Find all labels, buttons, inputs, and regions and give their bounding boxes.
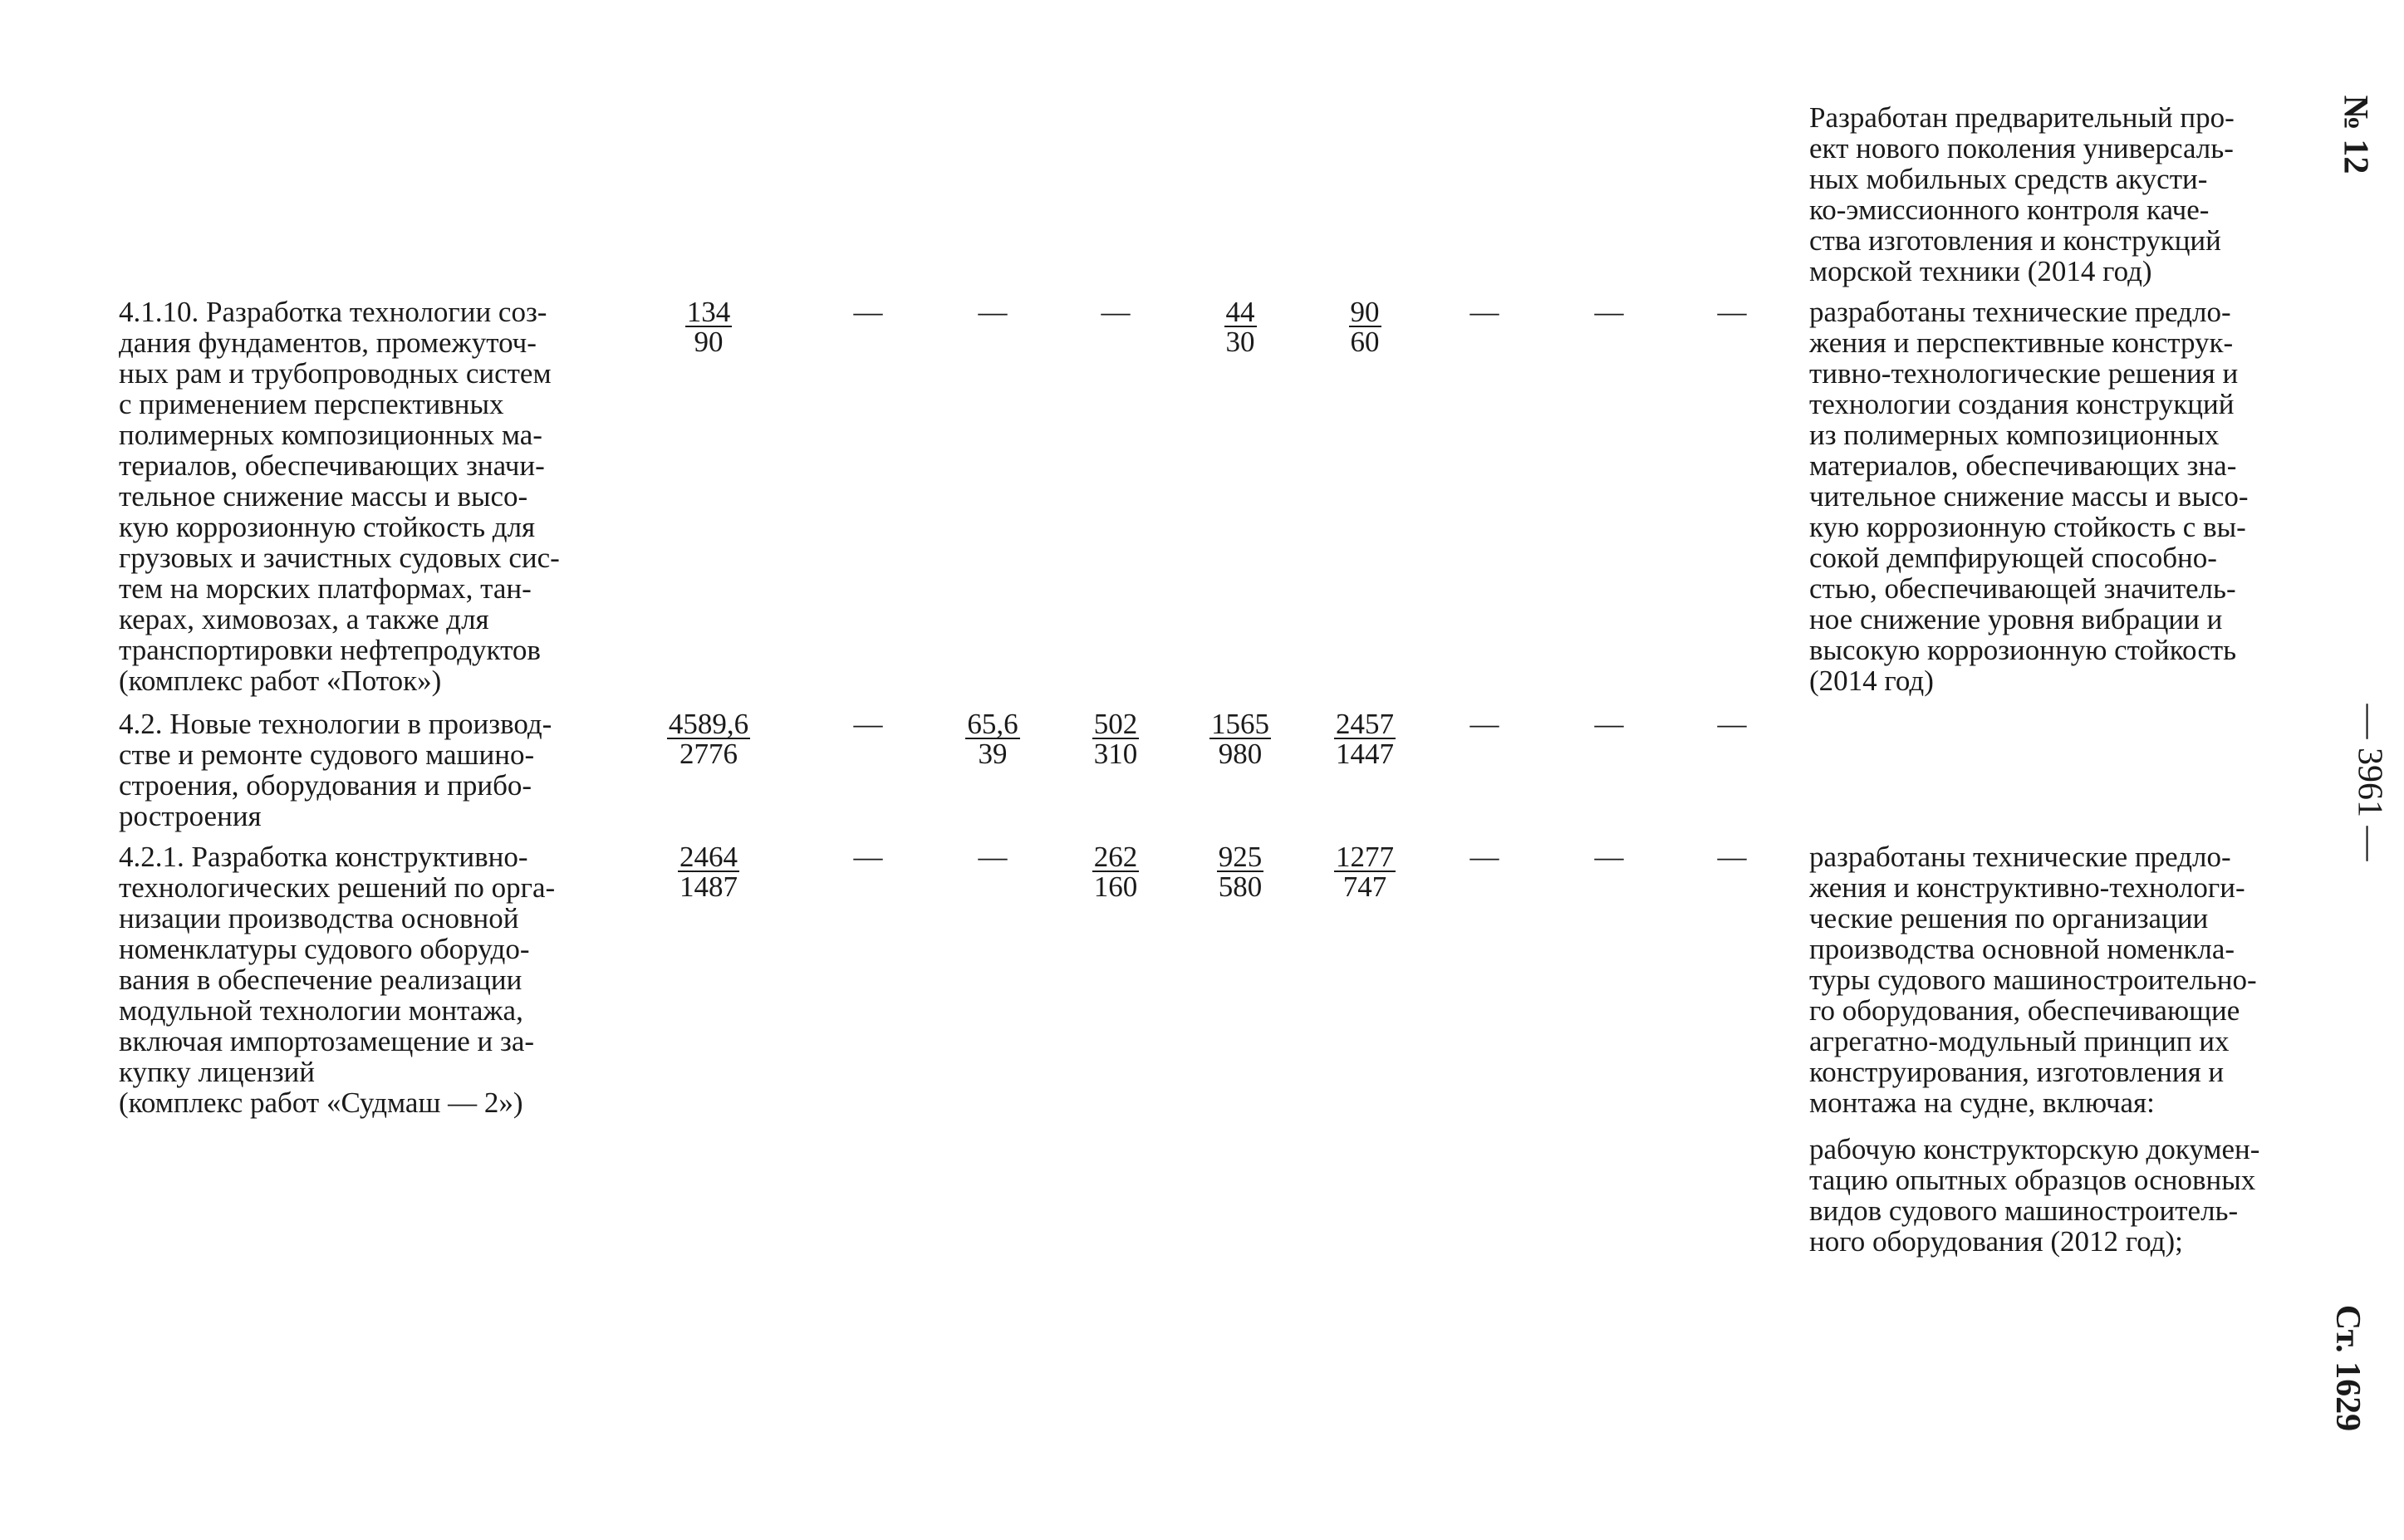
empty-cell-dash: —	[978, 296, 1008, 328]
text-line: (2014 год)	[1809, 665, 1934, 697]
denominator: 1487	[679, 871, 738, 903]
empty-cell-dash: —	[1594, 296, 1624, 328]
value-cell	[935, 709, 1051, 768]
text-line: из полимерных композиционных	[1809, 419, 2220, 451]
text-line: жения и конструктивно-технологи-	[1809, 871, 2245, 904]
text-line: транспортировки нефтепродуктов	[119, 634, 541, 666]
text-line: 4.2. Новые технологии в производ-	[119, 708, 552, 740]
text-line: тивно-технологические решения и	[1809, 357, 2239, 390]
text-line: Разработан предварительный про-	[1809, 101, 2235, 134]
text-line: тем на морских платформах, тан-	[119, 572, 532, 605]
text-line: монтажа на судне, включая:	[1809, 1086, 2155, 1119]
text-line: модульной технологии монтажа,	[119, 994, 523, 1027]
denominator: 747	[1342, 871, 1387, 903]
numerator: 502	[1093, 708, 1138, 740]
empty-cell-dash: —	[1717, 841, 1747, 873]
numerator: 925	[1218, 841, 1263, 873]
numerator: 1277	[1336, 841, 1394, 873]
value-cell	[1307, 297, 1423, 356]
article-number: Ст. 1629	[2328, 1304, 2367, 1432]
numerator: 90	[1350, 296, 1380, 328]
text-line: го оборудования, обеспечивающие	[1809, 994, 2240, 1027]
text-line: кую коррозионную стойкость для	[119, 511, 536, 543]
empty-cell-dash: —	[978, 841, 1008, 873]
text-line: морской техники (2014 год)	[1809, 255, 2152, 287]
denominator: 2776	[679, 738, 738, 770]
text-line: купку лицензий	[119, 1056, 315, 1088]
text-line: ства изготовления и конструкций	[1809, 224, 2221, 257]
value-cell	[1182, 841, 1298, 901]
text-line: стью, обеспечивающей значитель-	[1809, 572, 2236, 605]
numerator: 1565	[1211, 708, 1269, 740]
text-line: с применением перспективных	[119, 388, 504, 420]
text-line: 4.1.10. Разработка технологии соз-	[119, 296, 547, 328]
empty-cell-dash: —	[853, 296, 883, 328]
text-line: полимерных композиционных ма-	[119, 419, 542, 451]
denominator: 1447	[1336, 738, 1394, 770]
text-line: ного оборудования (2012 год);	[1809, 1225, 2183, 1258]
page-number: — 3961 —	[2350, 704, 2389, 861]
denominator: 30	[1225, 326, 1255, 358]
text-line: материалов, обеспечивающих зна-	[1809, 449, 2237, 482]
text-line: жения и перспективные конструк-	[1809, 326, 2234, 359]
numerator: 65,6	[967, 708, 1018, 740]
result-r1	[1809, 297, 2291, 696]
text-line: чительное снижение массы и высо-	[1809, 480, 2249, 513]
text-line: высокую коррозионную стойкость	[1809, 634, 2237, 666]
empty-cell-dash: —	[1594, 708, 1624, 740]
row-name-4-1-10	[119, 297, 588, 696]
text-line: ект нового поколения универсаль-	[1809, 132, 2234, 164]
denominator: 90	[694, 326, 724, 358]
text-line: разработаны технические предло-	[1809, 296, 2231, 328]
text-line: 4.2.1. Разработка конструктивно-	[119, 841, 528, 873]
denominator: 580	[1218, 871, 1263, 903]
numerator: 44	[1225, 296, 1255, 328]
text-line: ко-эмиссионного контроля каче-	[1809, 194, 2210, 226]
value-cell	[1307, 709, 1423, 768]
value-cell	[1057, 709, 1174, 768]
empty-cell-dash: —	[1469, 296, 1499, 328]
empty-cell-dash: —	[1594, 841, 1624, 873]
text-line: строения, оборудования и прибо-	[119, 769, 532, 802]
value-cell	[1182, 709, 1298, 768]
page-margin-header	[2274, 0, 2399, 1540]
numerator: 2457	[1336, 708, 1394, 740]
text-line: керах, химовозах, а также для	[119, 603, 489, 635]
text-line: ных рам и трубопроводных систем	[119, 357, 552, 390]
value-total	[650, 709, 767, 768]
row-name-4-2-1	[119, 841, 588, 1118]
value-cell	[1182, 297, 1298, 356]
empty-cell-dash: —	[853, 708, 883, 740]
text-line: ных мобильных средств акусти-	[1809, 163, 2208, 195]
empty-cell-dash: —	[1717, 708, 1747, 740]
text-line: териалов, обеспечивающих значи-	[119, 449, 545, 482]
text-line: кую коррозионную стойкость с вы-	[1809, 511, 2246, 543]
text-line: ное снижение уровня вибрации и	[1809, 603, 2223, 635]
text-line: видов судового машиностроитель-	[1809, 1194, 2239, 1227]
text-line: сокой демпфирующей способно-	[1809, 542, 2217, 574]
empty-cell-dash: —	[1101, 296, 1131, 328]
denominator: 310	[1093, 738, 1138, 770]
numerator: 2464	[679, 841, 738, 873]
empty-cell-dash: —	[1469, 841, 1499, 873]
text-line: агрегатно-модульный принцип их	[1809, 1025, 2230, 1057]
empty-cell-dash: —	[1469, 708, 1499, 740]
text-line: тельное снижение массы и высо-	[119, 480, 528, 513]
text-line: включая импортозамещение и за-	[119, 1025, 535, 1057]
denominator: 39	[978, 738, 1008, 770]
value-cell	[1307, 841, 1423, 901]
denominator: 60	[1350, 326, 1380, 358]
value-cell	[1057, 841, 1174, 901]
value-total	[650, 297, 767, 356]
text-line: ческие решения по организации	[1809, 902, 2209, 934]
empty-cell-dash: —	[853, 841, 883, 873]
value-total	[650, 841, 767, 901]
text-line: низации производства основной	[119, 902, 519, 934]
text-line: разработаны технические предло-	[1809, 841, 2231, 873]
text-line: (комплекс работ «Судмаш — 2»)	[119, 1086, 523, 1119]
text-line: технологических решений по орга-	[119, 871, 556, 904]
empty-cell-dash: —	[1717, 296, 1747, 328]
result-r3	[1809, 841, 2291, 1118]
text-line: грузовых и зачистных судовых сис-	[119, 542, 560, 574]
denominator: 980	[1218, 738, 1263, 770]
text-line: вания в обеспечение реализации	[119, 964, 523, 996]
row-name-4-2	[119, 709, 588, 831]
issue-number: № 12	[2336, 95, 2375, 174]
numerator: 4589,6	[668, 708, 749, 740]
text-line: конструирования, изготовления и	[1809, 1056, 2225, 1088]
result-r3-continuation	[1809, 1134, 2291, 1257]
numerator: 134	[686, 296, 731, 328]
text-line: (комплекс работ «Поток»)	[119, 665, 442, 697]
numerator: 262	[1093, 841, 1138, 873]
result-r0	[1809, 102, 2291, 287]
denominator: 160	[1093, 871, 1138, 903]
text-line: производства основной номенкла-	[1809, 933, 2235, 965]
text-line: рабочую конструкторскую докумен-	[1809, 1133, 2260, 1165]
text-line: тацию опытных образцов основных	[1809, 1164, 2256, 1196]
text-line: технологии создания конструкций	[1809, 388, 2235, 420]
text-line: дания фундаментов, промежуточ-	[119, 326, 537, 359]
text-line: номенклатуры судового оборудо-	[119, 933, 530, 965]
text-line: ростроения	[119, 800, 262, 832]
text-line: туры судового машиностроительно-	[1809, 964, 2257, 996]
text-line: стве и ремонте судового машино-	[119, 738, 535, 771]
